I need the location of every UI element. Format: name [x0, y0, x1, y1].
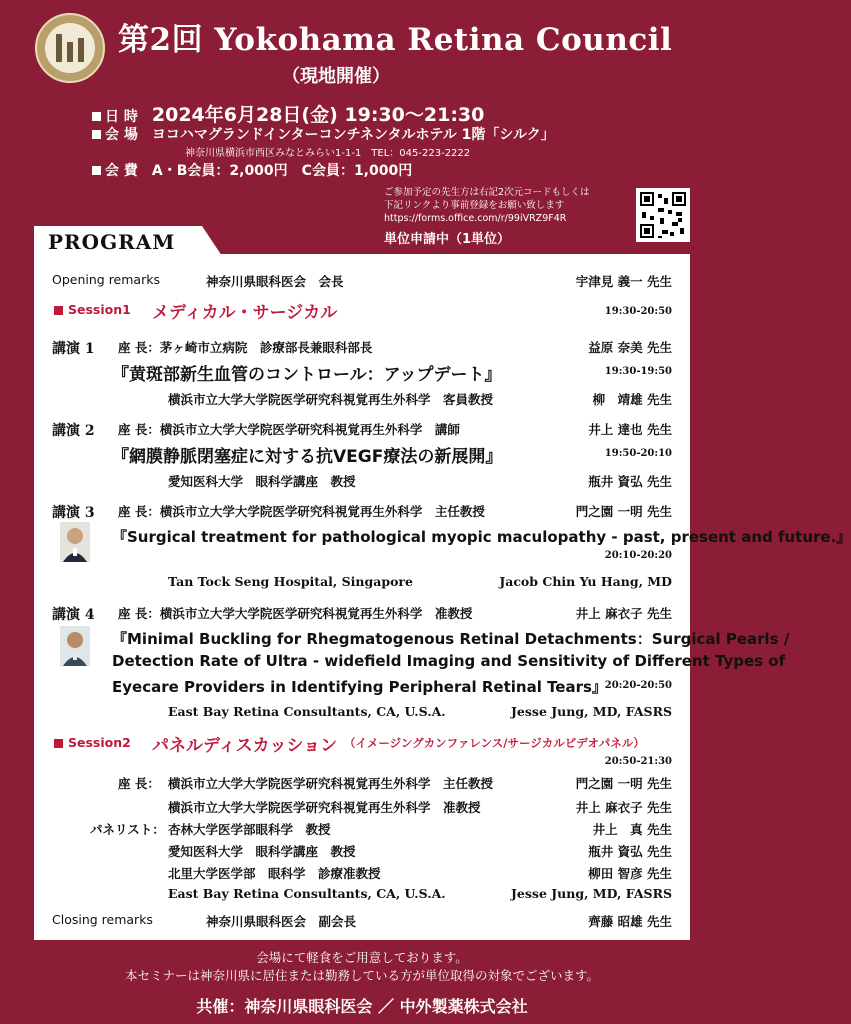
speaker-photo-jesse-jung — [60, 626, 90, 666]
event-title: 第2回 Yokohama Retina Council — [118, 22, 673, 58]
session1-time: 19:30-20:50 — [604, 306, 672, 317]
opening-label: Opening remarks — [52, 272, 160, 287]
opening-org: 神奈川県眼科医会 会長 — [206, 274, 344, 289]
lecture2-number: 講演 2 — [52, 423, 95, 439]
bullet-square-icon — [92, 112, 101, 121]
panelist-org: 愛知医科大学 眼科学講座 教授 — [168, 844, 356, 859]
session2-chair-person: 門之園 一明 先生 — [575, 776, 672, 791]
credit-status: 単位申請中（1単位） — [384, 232, 511, 247]
closing-org: 神奈川県眼科医会 副会長 — [206, 914, 357, 929]
session2-title: パネルディスカッション — [152, 736, 338, 756]
session2-time: 20:50-21:30 — [604, 756, 672, 767]
closing-person: 齊藤 昭雄 先生 — [588, 914, 672, 929]
lecture1-time: 19:30-19:50 — [604, 366, 672, 377]
lecture3-chair-person: 門之園 一明 先生 — [575, 504, 672, 519]
lecture2-time: 19:50-20:10 — [604, 448, 672, 459]
date-row — [92, 100, 484, 127]
fee-label: 会 費 — [105, 163, 138, 179]
lecture4-chair: 座 長：横浜市立大学大学院医学研究科視覚再生外科学 准教授 — [118, 606, 473, 621]
program-heading: PROGRAM — [48, 230, 176, 254]
session2-label: Session2 — [68, 735, 131, 750]
lecture1-affiliation: 横浜市立大学大学院医学研究科視覚再生外科学 客員教授 — [168, 392, 494, 407]
qr-code-icon[interactable] — [636, 188, 690, 242]
lecture4-speaker: Jesse Jung, MD, FASRS — [511, 704, 672, 719]
registration-note — [384, 186, 590, 225]
registration-note-line: ご参加予定の先生方は右記2次元コードもしくは — [384, 187, 590, 198]
session2-chair-person: 井上 麻衣子 先生 — [575, 800, 672, 815]
lecture4-affiliation: East Bay Retina Consultants, CA, U.S.A. — [168, 704, 446, 719]
fee-value: A・B会員：2,000円 C会員：1,000円 — [151, 163, 413, 179]
venue-value: ヨコハマグランドインターコンチネンタルホテル 1階「シルク」 — [151, 127, 555, 143]
session1-label: Session1 — [68, 302, 131, 317]
venue-label: 会 場 — [105, 127, 138, 143]
panelist-person: Jesse Jung, MD, FASRS — [511, 886, 672, 901]
panelist-person: 井上 真 先生 — [592, 822, 672, 837]
lecture2-speaker: 瓶井 資弘 先生 — [588, 474, 672, 489]
lecture1-chair: 座 長：茅ヶ崎市立病院 診療部長兼眼科部長 — [118, 340, 373, 355]
date-label: 日 時 — [105, 109, 138, 125]
session2-subtitle: （イメージングカンファレンス/サージカルビデオパネル） — [344, 736, 645, 750]
session2-chair-org: 横浜市立大学大学院医学研究科視覚再生外科学 主任教授 — [168, 776, 494, 791]
speaker-photo-jacob-chin — [60, 522, 90, 562]
lecture4-time: 20:20-20:50 — [604, 680, 672, 691]
event-subtitle: （現地開催） — [282, 66, 390, 87]
footer-note: 本セミナーは神奈川県に居住または勤務している方が単位取得の対象でございます。 — [124, 968, 599, 983]
cohost-line: 共催：神奈川県眼科医会 ／ 中外製薬株式会社 — [196, 997, 528, 1016]
date-value: 2024年6月28日(金) 19:30〜21:30 — [151, 104, 485, 126]
lecture3-time: 20:10-20:20 — [604, 550, 672, 561]
lecture1-title: 『黄斑部新生血管のコントロール：アップデート』 — [112, 365, 502, 385]
panelist-label: パネリスト： — [90, 822, 165, 837]
session2-marker-icon — [54, 739, 63, 748]
session1-marker-icon — [54, 306, 63, 315]
panelist-person: 瓶井 資弘 先生 — [588, 844, 672, 859]
panelist-org: East Bay Retina Consultants, CA, U.S.A. — [168, 886, 446, 901]
lecture2-affiliation: 愛知医科大学 眼科学講座 教授 — [168, 474, 356, 489]
lecture3-affiliation: Tan Tock Seng Hospital, Singapore — [168, 574, 413, 589]
venue-address: 神奈川県横浜市西区みなとみらい1-1-1 TEL：045-223-2222 — [185, 148, 471, 159]
council-logo — [34, 12, 106, 84]
registration-url[interactable]: https://forms.office.com/r/99iVRZ9F4R — [384, 213, 567, 224]
registration-note-line: 下記リンクより事前登録をお願い致します — [384, 200, 565, 211]
panelist-org: 杏林大学医学部眼科学 教授 — [168, 822, 331, 837]
lecture1-number: 講演 1 — [52, 341, 95, 357]
lecture4-number: 講演 4 — [52, 607, 95, 623]
lecture2-chair-person: 井上 達也 先生 — [588, 422, 672, 437]
lecture3-speaker: Jacob Chin Yu Hang, MD — [499, 574, 672, 589]
lecture3-number: 講演 3 — [52, 505, 95, 521]
lecture1-speaker: 柳 靖雄 先生 — [592, 392, 672, 407]
fee-row — [92, 160, 412, 180]
footer-note: 会場にて軽食をご用意しております。 — [256, 950, 468, 965]
lecture4-chair-person: 井上 麻衣子 先生 — [575, 606, 672, 621]
bullet-square-icon — [92, 166, 101, 175]
session2-chair-label: 座 長： — [118, 776, 160, 791]
lecture2-chair: 座 長：横浜市立大学大学院医学研究科視覚再生外科学 講師 — [118, 422, 460, 437]
panelist-person: 柳田 智彦 先生 — [588, 866, 672, 881]
lecture2-title: 『網膜静脈閉塞症に対する抗VEGF療法の新展開』 — [112, 447, 503, 467]
lecture3-chair: 座 長：横浜市立大学大学院医学研究科視覚再生外科学 主任教授 — [118, 504, 485, 519]
venue-row — [92, 124, 555, 144]
bullet-square-icon — [92, 130, 101, 139]
panelist-org: 北里大学医学部 眼科学 診療准教授 — [168, 866, 381, 881]
session1-title: メディカル・サージカル — [152, 303, 338, 323]
lecture4-title-line: Eyecare Providers in Identifying Peripheral Retinal Tears』 — [112, 678, 607, 696]
lecture3-title: 『Surgical treatment for pathological myopic maculopathy - past, present and future.』 — [112, 528, 851, 546]
lecture4-title-line: Detection Rate of Ultra - widefield Imaging and Sensitivity of Different Types of — [112, 652, 786, 670]
lecture4-title-line: 『Minimal Buckling for Rhegmatogenous Retinal Detachments：Surgical Pearls / — [112, 630, 790, 648]
session2-chair-org: 横浜市立大学大学院医学研究科視覚再生外科学 准教授 — [168, 800, 481, 815]
closing-label: Closing remarks — [52, 912, 153, 927]
lecture1-chair-person: 益原 奈美 先生 — [588, 340, 672, 355]
opening-person: 宇津見 義一 先生 — [575, 274, 672, 289]
